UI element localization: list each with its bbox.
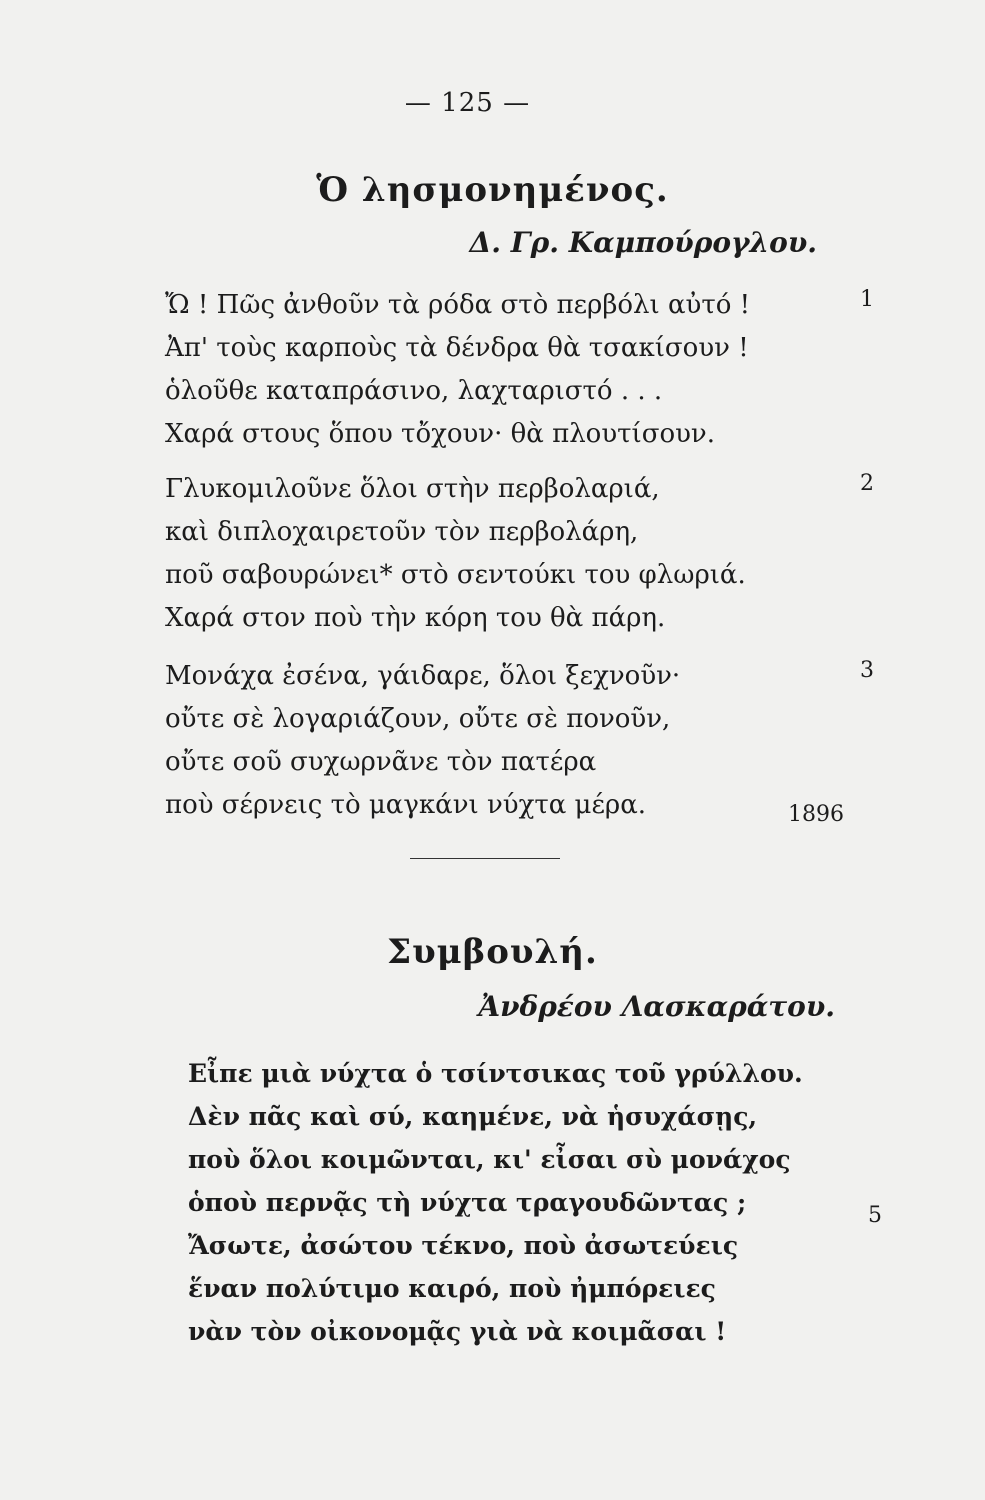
poem2-title: Συμβουλή. (387, 932, 598, 972)
verse-line: Χαρά στον ποὺ τὴν κόρη του θὰ πάρη. (165, 603, 666, 633)
stanza-number: 1 (860, 287, 874, 312)
verse-line: Ἄσωτε, ἀσώτου τέκνο, ποὺ ἀσωτεύεις (188, 1231, 739, 1260)
verse-line: νὰν τὸν οἰκονομᾷς γιὰ νὰ κοιμᾶσαι ! (188, 1317, 727, 1346)
verse-line: Ἀπ' τοὺς καρποὺς τὰ δένδρα θὰ τσακίσουν ! (165, 333, 749, 363)
verse-line: ποῦ σαβουρώνει* στὸ σεντούκι του φλωριά. (165, 560, 746, 590)
verse-line: ὁλοῦθε καταπράσινο, λαχταριστό . . . (165, 376, 663, 406)
poem1-title: Ὁ λησμονημένος. (316, 170, 669, 210)
verse-line: Γλυκομιλοῦνε ὅλοι στὴν περβολαριά, (165, 474, 660, 504)
verse-line: Δὲν πᾶς καὶ σύ, καημένε, νὰ ἡσυχάσῃς, (188, 1102, 758, 1131)
verse-line: ποὺ σέρνεις τὸ μαγκάνι νύχτα μέρα. (165, 790, 647, 820)
stanza-number: 2 (860, 471, 874, 496)
page-number: — 125 — (404, 88, 531, 118)
poem2-body (188, 1052, 803, 1353)
verse-line: οὔτε σὲ λογαριάζουν, οὔτε σὲ πονοῦν, (165, 704, 671, 734)
verse-line: οὔτε σοῦ συχωρνᾶνε τὸν πατέρα (165, 747, 597, 777)
poem1-stanza-3 (165, 655, 680, 827)
poem1-date: 1896 (788, 802, 844, 827)
poem1-author: Δ. Γρ. Καμπούρογλου. (469, 226, 817, 259)
verse-line: Χαρά στους ὅπου τὄχουν· θὰ πλουτίσουν. (165, 419, 715, 449)
line-number: 5 (868, 1203, 882, 1228)
poem1-stanza-2 (165, 468, 746, 640)
verse-line: Ὤ ! Πῶς ἀνθοῦν τὰ ρόδα στὸ περβόλι αὐτό ! (165, 290, 751, 320)
verse-line: ὁποὺ περνᾷς τὴ νύχτα τραγουδῶντας ; (188, 1188, 747, 1217)
verse-line: Μονάχα ἐσένα, γάιδαρε, ὅλοι ξεχνοῦν· (165, 661, 681, 691)
verse-line: Εἶπε μιὰ νύχτα ὁ τσίντσικας τοῦ γρύλλου. (188, 1059, 803, 1088)
poem1-stanza-1 (165, 284, 750, 456)
verse-line: ἕναν πολύτιμο καιρό, ποὺ ἠμπόρειες (188, 1274, 716, 1303)
poem2-author: Ἀνδρέου Λασκαράτου. (478, 990, 835, 1023)
stanza-number: 3 (860, 658, 874, 683)
section-divider (410, 858, 560, 859)
verse-line: ποὺ ὅλοι κοιμῶνται, κι' εἶσαι σὺ μονάχος (188, 1145, 791, 1174)
verse-line: καὶ διπλοχαιρετοῦν τὸν περβολάρη, (165, 517, 639, 547)
